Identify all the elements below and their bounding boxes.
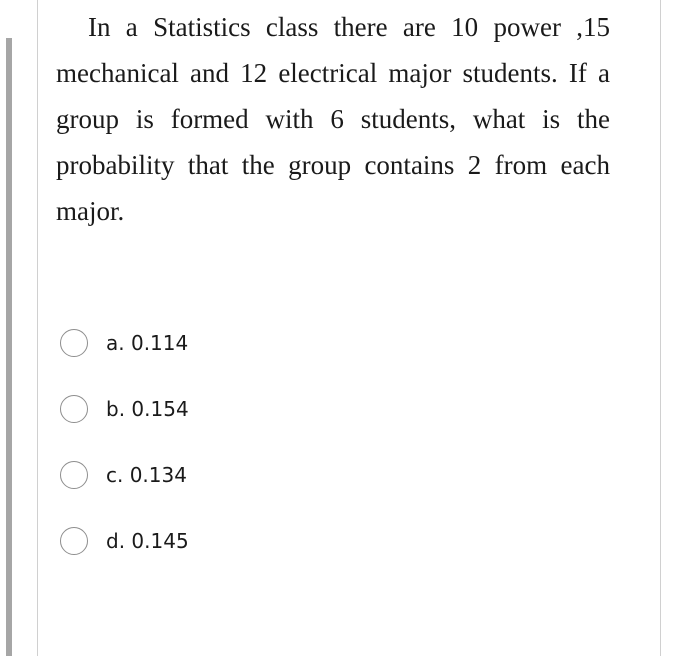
option-d[interactable] [60,522,189,560]
option-b[interactable] [60,390,189,428]
radio-button-icon[interactable] [60,461,88,489]
radio-button-icon[interactable] [60,527,88,555]
option-label: d. 0.145 [106,529,189,553]
option-label: b. 0.154 [106,397,189,421]
radio-button-icon[interactable] [60,395,88,423]
panel-left-border [37,0,38,656]
radio-button-icon[interactable] [60,329,88,357]
option-c[interactable] [60,456,189,494]
panel-right-border [660,0,661,656]
option-label: a. 0.114 [106,331,189,355]
option-label: c. 0.134 [106,463,187,487]
answer-options [60,324,189,588]
question-text: In a Statistics class there are 10 power ,15 mechanical and 12 electrical major students. If a group is formed with 6 students, what is the probability that the group contains 2 from each major. [56,12,610,226]
option-a[interactable] [60,324,189,362]
left-accent-bar [6,38,12,656]
